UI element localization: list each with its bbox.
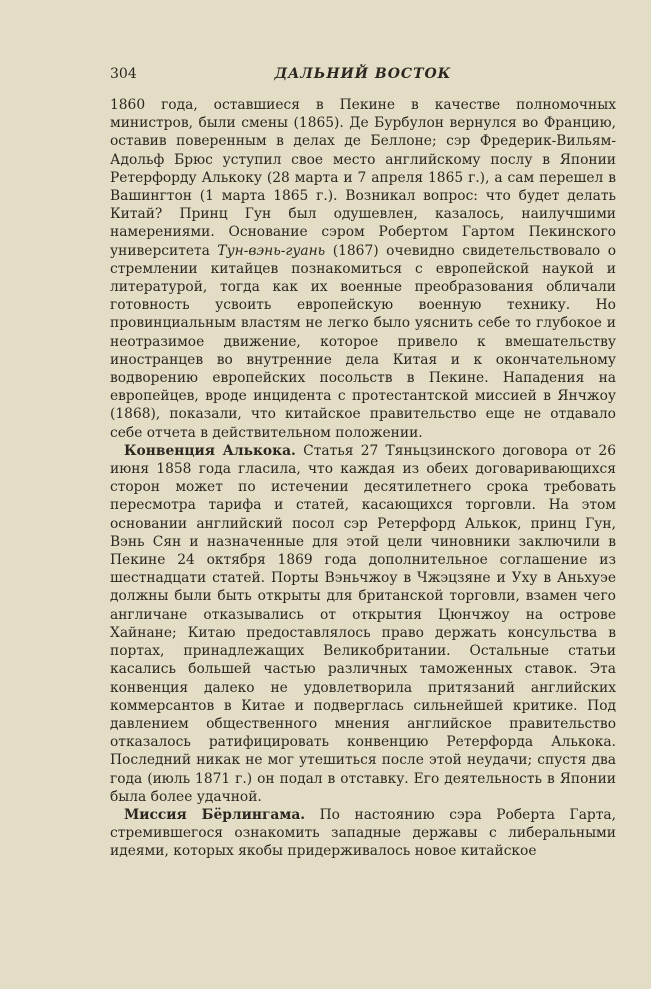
page-number: 304 <box>110 66 137 82</box>
section-burlingame-mission <box>110 806 616 861</box>
paragraph-text: (1867) очевидно свидетельствовало о стремлении китайцев познакомиться с европейской наукой и литературой, тогда как их военные преобразования обличали готовность усвоить европейскую военную технику. Но провинциальным властям не легко было уяснить себе то глубокое и неотразимое движение, которое привело к вмешательству иностранцев во внутренние дела Китая и к окончательному водворению европейских посольств в Пекине. Нападения на европейцев, вроде инцидента с протестантской миссией в Янчжоу (1868), показали, что китайское правительство еще не отдавало себе отчета в действительном положении. <box>110 242 617 441</box>
page-header <box>110 64 616 90</box>
paragraph-text: 1860 года, оставшиеся в Пекине в качестве полномочных министров, были смены (1865). Де Бурбулон вернулся во Францию, оставив поверенным в делах де Беллоне; сэр Фредерик-Вильям-Адольф Брюс уступил свое место английскому послу в Японии Ретерфорду Алькоку (28 марта и 7 апреля 1865 г.), а сам перешел в Вашингтон (1 марта 1865 г.). Возникал вопрос: что будет делать Китай? Принц Гун был одушевлен, казалось, наилучшими намерениями. Основание сэром Робертом Гартом Пекинского университета <box>110 97 616 259</box>
book-page <box>110 64 616 861</box>
body-text <box>110 96 616 861</box>
section-heading: Конвенция Алькока. <box>124 442 296 459</box>
running-title: ДАЛЬНИЙ ВОСТОК <box>274 66 452 82</box>
section-text: По настоянию сэра Роберта Гарта, стремившегося ознакомить западные державы с либеральными идеями, которых якобы придерживалось новое китайское <box>110 806 616 860</box>
section-alcock-convention <box>110 442 616 806</box>
section-text: Статья 27 Тяньцзинского договора от 26 июня 1858 года гласила, что каждая из обеих договаривающихся сторон может по истечении десятилетнего срока требовать пересмотра тарифа и статей, касающихся торговли. На этом основании английский посол сэр Ретерфорд Алькок, принц Гун, Вэнь Сян и назначенные для этой цели чиновники заключили в Пекине 24 октября 1869 года дополнительное соглашение из шестнадцати статей. Порты Вэньчжоу в Чжэцзяне и Уху в Аньхуэе должны были быть открыты для британской торговли, взамен чего англичане отказывались от открытия Цюнчжоу на острове Хайнане; Китаю предоставлялось право держать консульства в портах, принадлежащих Великобритании. Остальные статьи касались большей частью различных таможенных ставок. Эта конвенция далеко не удовлетворила притязаний английских коммерсантов в Китае и подверглась сильнейшей критике. Под давлением общественного мнения английское правительство отказалось ратифицировать конвенцию Ретерфорда Алькока. Последний никак не мог утешиться после этой неудачи; спустя два года (июль 1871 г.) он подал в отставку. Его деятельность в Японии была более удачной. <box>110 442 616 805</box>
university-name: Тун-вэнь-гуань <box>217 242 326 259</box>
paragraph <box>110 96 616 442</box>
section-heading: Миссия Бёрлингама. <box>124 806 306 823</box>
